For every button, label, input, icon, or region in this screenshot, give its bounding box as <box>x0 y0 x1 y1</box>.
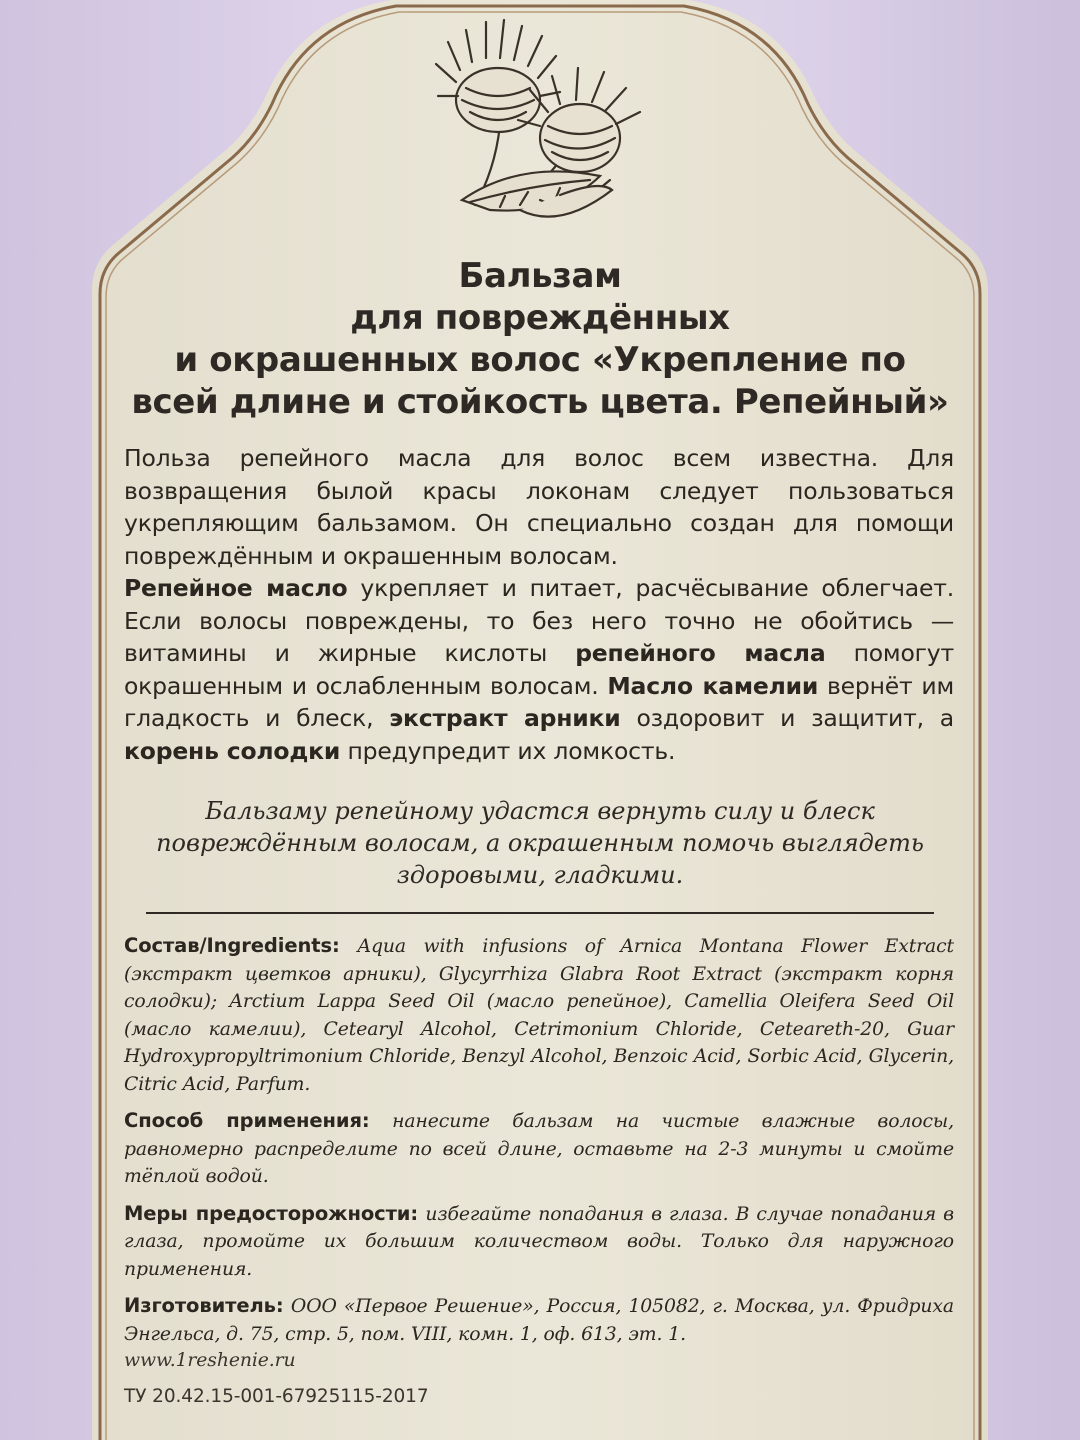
title-line-3: и окрашенных волос «Укрепление по <box>174 340 906 380</box>
tagline-line-3: здоровыми, гладкими. <box>396 861 684 889</box>
precautions-text: избегайте попадания в глаза. В случае попадания в глаза, промойте их большим количеством воды. Только для наружного применения. <box>124 1203 954 1280</box>
section-divider <box>146 912 934 914</box>
description-part-2: помогут окрашенным и ослабленным волосам. <box>124 639 954 700</box>
title-line-1: Бальзам <box>458 256 622 296</box>
highlight-arnica: экстракт арники <box>389 704 621 732</box>
highlight-burdock-oil-2: репейного масла <box>575 639 826 667</box>
website-text: www.1reshenie.ru <box>124 1350 296 1371</box>
website <box>124 1348 954 1374</box>
composition-section <box>124 933 954 1098</box>
tu-code: ТУ 20.42.15-001-67925115-2017 <box>124 1386 429 1407</box>
description-part-4: оздоровит и защитит, а <box>636 704 954 732</box>
title-line-2: для повреждённых <box>350 298 730 338</box>
tagline-line-2: повреждённым волосам, а окрашенным помочь выглядеть <box>156 829 924 857</box>
usage-text: нанесите бальзам на чистые влажные волосы, равномерно распределите по всей длине, оставьте на 2-3 минуты и смойте тёплой водой. <box>124 1111 954 1187</box>
highlight-camellia: Масло камелии <box>607 671 819 700</box>
highlight-licorice: корень солодки <box>124 736 341 765</box>
product-info <box>124 933 954 1420</box>
title-line-4: всей длине и стойкость цвета. Репейный» <box>131 382 949 422</box>
tagline <box>130 795 950 891</box>
tagline-line-1: Бальзаму репейному удастся вернуть силу и блеск <box>205 797 875 825</box>
composition-text: Aqua with infusions of Arnica Montana Flower Extract (экстракт цветков арники), Glycyrrhiza Glabra Root Extract (экстракт корня солодки); Arctium Lappa Seed Oil (масло репейное), Camellia Oleifera Seed Oil (масло камелии), Cetearyl Alcohol, Cetrimonium Chloride, Ceteareth-20, Guar Hydroxypropyltrimonium Chloride, Benzyl Alcohol, Benzoic Acid, Sorbic Acid, Glycerin, Citric Acid, Parfum. <box>124 936 954 1095</box>
description-part-3: вернёт им гладкость и блеск, <box>124 671 954 732</box>
composition-label: Состав/Ingredients: <box>124 934 340 957</box>
manufacturer-section <box>124 1293 954 1348</box>
description-part-1: укрепляет и питает, расчёсывание облегчает. Если волосы повреждены, то без него точно не обойтись — витамины и жирные кислоты <box>124 574 954 667</box>
product-title <box>110 255 970 423</box>
description-body <box>124 572 954 767</box>
usage-section <box>124 1108 954 1191</box>
description-part-5: предупредит их ломкость. <box>347 736 676 765</box>
manufacturer-text: ООО «Первое Решение», Россия, 105082, г. Москва, ул. Фридриха Энгельса, д. 75, стр. 5, пом. VIII, комн. 1, оф. 613, эт. 1. <box>124 1296 955 1345</box>
product-description <box>124 442 954 767</box>
precautions-section <box>124 1201 954 1284</box>
manufacturer-label: Изготовитель: <box>124 1294 284 1317</box>
usage-label: Способ применения: <box>124 1109 370 1132</box>
description-intro: Польза репейного масла для волос всем известна. Для возвращения былой красы локонам следует пользоваться укрепляющим бальзамом. Он специально создан для помощи повреждённым и окрашенным волосам. <box>124 444 954 570</box>
precautions-label: Меры предосторожности: <box>124 1201 419 1225</box>
highlight-burdock-oil: Репейное масло <box>124 574 348 602</box>
